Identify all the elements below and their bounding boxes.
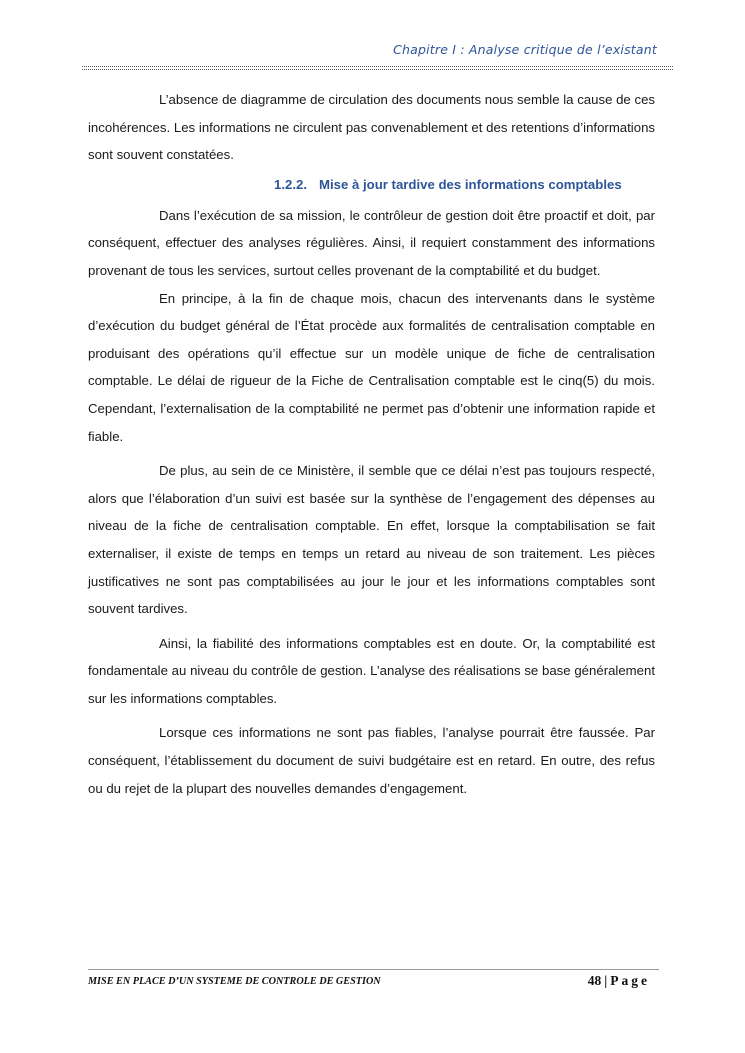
footer-page-indicator — [588, 973, 650, 989]
footer-divider — [88, 969, 659, 970]
page-label: Page — [610, 973, 650, 988]
body-paragraph-2: En principe, à la fin de chaque mois, chacun des intervenants dans le système d’exécution du budget général de l’État procède aux formalités de centralisation comptable en produisant des opérations qu’il effectue sur un modèle unique de fiche de centralisation comptable. Le délai de rigueur de la Fiche de Centralisation comptable est le cinq(5) du mois. Cependant, l’externalisation de la comptabilité ne permet pas d’obtenir une information rapide et fiable. — [88, 290, 655, 444]
section-title: Mise à jour tardive des informations comptables — [319, 176, 622, 192]
header-divider-secondary — [82, 69, 673, 70]
intro-paragraph: L’absence de diagramme de circulation des documents nous semble la cause de ces incohérences. Les informations ne circulent pas convenablement et des retentions d’informations sont souvent constatées. — [88, 92, 655, 163]
page-content — [88, 86, 655, 802]
page-number: 48 — [587, 973, 602, 988]
header-divider — [82, 66, 673, 67]
body-paragraph-4: Ainsi, la fiabilité des informations comptables est en doute. Or, la comptabilité est fondamentale au niveau du contrôle de gestion. L’analyse des réalisations se base généralement sur les informations comptables. — [88, 635, 655, 706]
section-heading — [88, 173, 655, 197]
section-number: 1.2.2. — [274, 176, 307, 192]
page-separator: | — [604, 973, 608, 988]
footer-document-title: MISE EN PLACE D’UN SYSTEME DE CONTROLE DE GESTION — [88, 976, 381, 987]
chapter-title: Chapitre I : Analyse critique de l’existant — [393, 42, 657, 57]
body-paragraph-3: De plus, au sein de ce Ministère, il semble que ce délai n’est pas toujours respecté, alors que l’élaboration d’un suivi est basée sur la synthèse de l’engagement des dépenses au niveau de la fiche de centralisation comptable. En effet, lorsque la comptabilisation se fait externaliser, il existe de temps en temps un retard au niveau de son traitement. Les pièces justificatives ne sont pas comptabilisées au jour le jour et les informations comptables sont souvent tardives. — [88, 463, 655, 617]
body-paragraph-1: Dans l’exécution de sa mission, le contrôleur de gestion doit être proactif et doit, par conséquent, effectuer des analyses régulières. Ainsi, il requiert constamment des informations provenant de tous les services, surtout celles provenant de la comptabilité et du budget. — [88, 207, 655, 278]
body-paragraph-5: Lorsque ces informations ne sont pas fiables, l’analyse pourrait être faussée. Par conséquent, l’établissement du document de suivi budgétaire est en retard. En outre, des refus ou du rejet de la plupart des nouvelles demandes d’engagement. — [88, 725, 655, 796]
